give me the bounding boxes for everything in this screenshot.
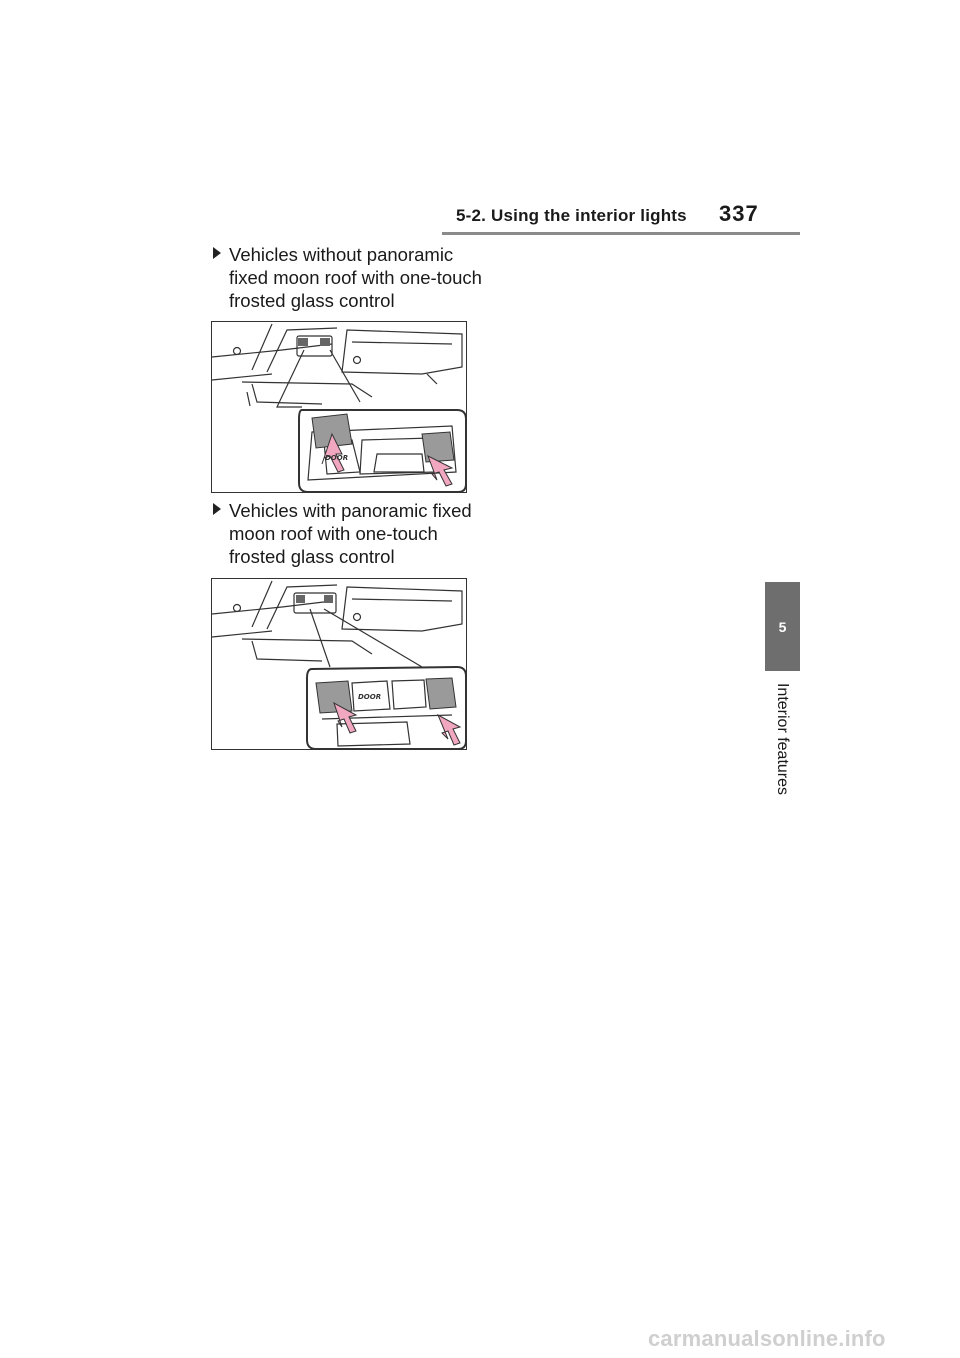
chapter-title: Interior features xyxy=(774,682,791,796)
bullet-triangle-icon xyxy=(213,247,221,259)
header-rule xyxy=(442,232,800,235)
chapter-number: 5 xyxy=(778,618,787,635)
figure-overhead-console-1 xyxy=(211,321,467,493)
page-header-title: 5-2. Using the interior lights xyxy=(456,206,687,225)
page-number: 337 xyxy=(719,201,759,226)
list-item-text: Vehicles with panoramic fixed moon roof with one-touch frosted glass control xyxy=(229,500,472,567)
list-item-text: Vehicles without panoramic fixed moon roof with one-touch frosted glass control xyxy=(229,244,482,311)
list-item xyxy=(213,243,483,312)
door-button-label: DOOR xyxy=(325,454,349,462)
list-item xyxy=(213,499,483,568)
door-button-label: DOOR xyxy=(358,693,382,701)
footer-watermark: carmanualsonline.info xyxy=(648,1326,886,1351)
figure-overhead-console-2 xyxy=(211,578,467,750)
bullet-triangle-icon xyxy=(213,503,221,515)
chapter-tab xyxy=(765,582,800,671)
